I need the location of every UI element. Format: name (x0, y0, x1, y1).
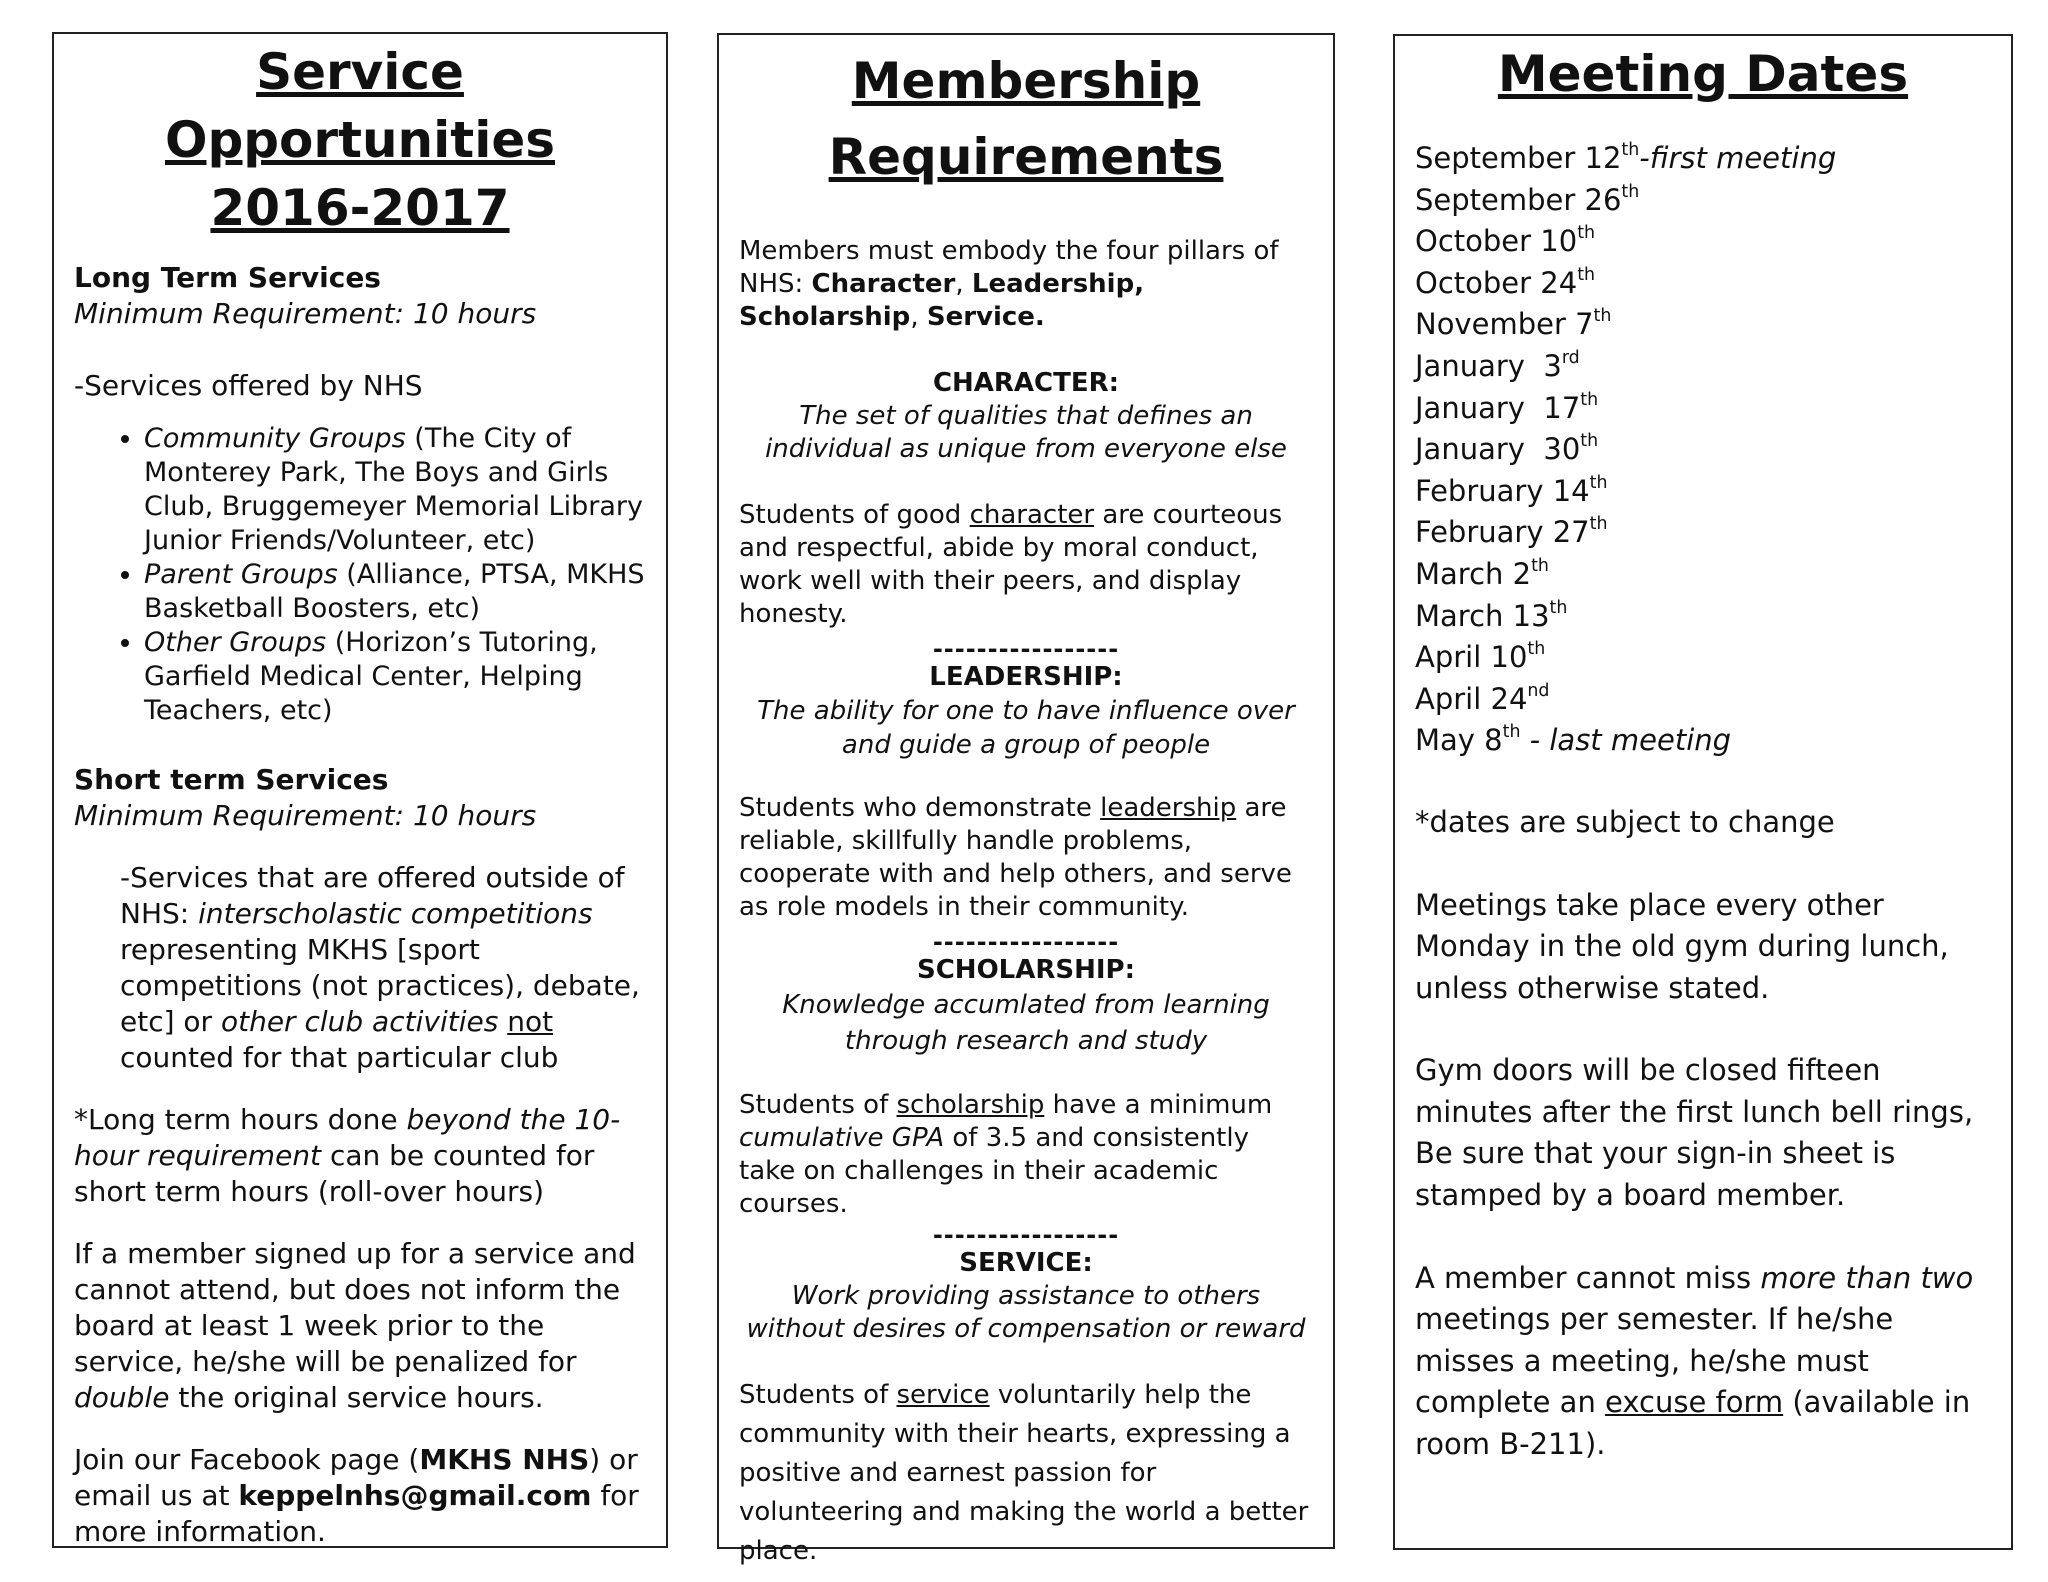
scholarship-definition: Knowledge accumlated from learning through research and study (782, 990, 1270, 1056)
list-item: October 24th (1415, 264, 1596, 300)
scholarship-description: Students of scholarship have a minimum cumulative GPA of 3.5 and consistently take on challenges in their academic courses. (739, 1090, 1273, 1219)
list-item: January 17th (1415, 389, 1599, 425)
long-term-heading: Long Term Services (74, 261, 381, 294)
missed-meetings-text: A member cannot miss more than two meetings per semester. If he/she misses a meeting, he/she must complete an excuse form (available in room B-211). (1415, 1260, 1974, 1462)
dates-change-note: *dates are subject to change (1415, 804, 1835, 839)
section-divider: ----------------- (932, 928, 1120, 956)
gym-doors-text: Gym doors will be closed fifteen minutes after the first lunch bell rings, (1415, 1053, 1974, 1129)
character-definition: The set of qualities that defines an individual as unique from everyone else (765, 401, 1287, 464)
list-item: October 10th (1415, 223, 1596, 259)
contact-text: Join our Facebook page (MKHS NHS) or email us at keppelnhs@gmail.com for more information. (74, 1443, 639, 1548)
short-term-heading: Short term Services (74, 763, 389, 796)
membership-title: Membership Requirements (828, 52, 1224, 186)
service-heading: SERVICE: (959, 1248, 1093, 1278)
list-item: January 30th (1415, 431, 1599, 467)
service-title: Service Opportunities 2016-2017 (164, 43, 556, 237)
list-item: November 7th (1415, 306, 1612, 342)
membership-panel (717, 33, 1335, 1566)
service-description: Students of service voluntarily help the community with their hearts, expressing a positive and earnest passion for volunteering and making the world a better place. (739, 1380, 1309, 1566)
service-definition: Work providing assistance to others without desires of compensation or reward (746, 1281, 1306, 1344)
leadership-definition: The ability for one to have influence over and guide a group of people (757, 696, 1295, 760)
leadership-description: Students who demonstrate leadership are reliable, skillfully handle problems, cooperate with and help others, and serve as role models in their community. (739, 793, 1292, 922)
long-term-minimum: Minimum Requirement: 10 hours (74, 297, 537, 330)
service-panel (52, 32, 668, 1548)
list-item: • Parent Groups (Alliance, PTSA, MKHS Basketball Boosters, etc) (144, 558, 646, 626)
section-divider: ----------------- (932, 635, 1120, 663)
list-item: • Other Groups (Horizon’s Tutoring, Garfield Medical Center, Helping Teachers, etc) (144, 626, 646, 728)
excuse-form-link: excuse form (1605, 1385, 1784, 1420)
facebook-page-name: MKHS NHS (419, 1443, 590, 1476)
list-item: April 10th (1415, 639, 1546, 675)
penalty-text: If a member signed up for a service and cannot attend, but does not inform the board at least 1 week prior to the service, he/she will be penalized for double the original service hours. (74, 1237, 636, 1414)
rollover-text: *Long term hours done beyond the 10-hour requirement can be counted for short term hours (roll-over hours) (74, 1103, 621, 1208)
list-item: September 26th (1415, 181, 1640, 217)
outside-services-text: -Services that are offered outside of NHS: interscholastic competitions representing MKHS [sport competitions (not practices), debate, etc] or other club activities not counted for that particular club (120, 861, 640, 1074)
character-description: Students of good character are courteous and respectful, abide by moral conduct, work well with their peers, and display honesty. (739, 500, 1283, 629)
meetings-panel (1393, 34, 2013, 1550)
meeting-dates-list (1415, 138, 1991, 762)
long-term-offered: -Services offered by NHS (74, 369, 423, 402)
character-heading: CHARACTER: (932, 368, 1120, 398)
list-item: February 27th (1415, 514, 1608, 550)
meetings-title: Meeting Dates (1497, 45, 1909, 103)
list-item: May 8th - last meeting (1415, 722, 1732, 758)
list-item: April 24nd (1415, 680, 1550, 716)
scholarship-heading: SCHOLARSHIP: (917, 955, 1135, 985)
short-term-minimum: Minimum Requirement: 10 hours (74, 799, 537, 832)
membership-intro: Members must embody the four pillars of NHS: Character, Leadership, Scholarship, Service. (739, 236, 1279, 332)
list-item: March 2th (1415, 555, 1549, 591)
meeting-location-text: Meetings take place every other Monday in the old gym during lunch, unless otherwise stated. (1415, 887, 1949, 1005)
list-item: • Community Groups (The City of Monterey Park, The Boys and Girls Club, Bruggemeyer Memorial Library Junior Friends/Volunteer, etc) (144, 422, 646, 558)
list-item: March 13th (1415, 597, 1568, 633)
list-item: February 14th (1415, 472, 1608, 508)
section-divider: ----------------- (932, 1221, 1120, 1249)
list-item: September 12th-first meeting (1415, 139, 1837, 175)
contact-email: keppelnhs@gmail.com (238, 1479, 592, 1512)
service-groups-list (74, 422, 646, 728)
list-item: January 3rd (1415, 347, 1580, 383)
leadership-heading: LEADERSHIP: (929, 662, 1123, 692)
sign-in-sheet-text: Be sure that your sign-in sheet is stamped by a board member. (1415, 1136, 1896, 1213)
